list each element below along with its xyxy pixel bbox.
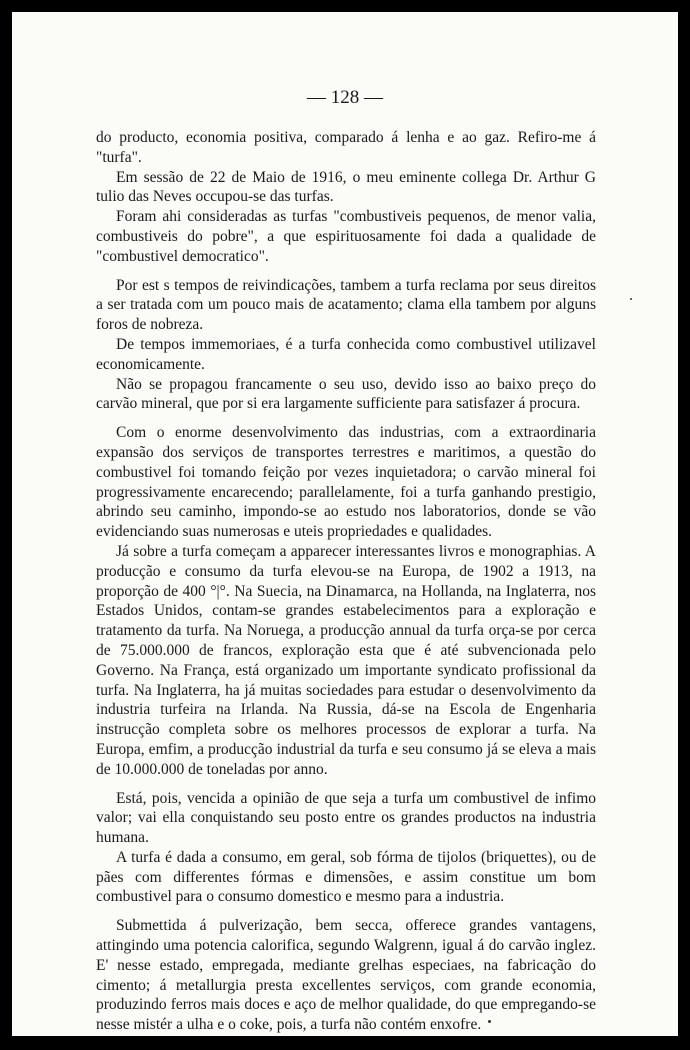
paragraph: Não se propagou francamente o seu uso, devido isso ao baixo preço do carvão mineral, que por si era largamente sufficiente para satisfazer á procura. (96, 375, 596, 413)
paragraph: A turfa é dada a consumo, em geral, sob fórma de tijolos (briquettes), ou de pães com differentes fórmas e dimensões, e assim constitue um bom combustivel para o consumo domestico e mesmo para a industria. (96, 848, 596, 906)
paragraph: Por est s tempos de reivindicações, tambem a turfa reclama por seus direitos a ser tratada com um pouco mais de acatamento; clama ella tambem por alguns foros de nobreza. (96, 276, 596, 334)
paragraph: Em sessão de 22 de Maio de 1916, o meu eminente collega Dr. Arthur G tulio das Neves occupou-se das turfas. (96, 168, 596, 206)
paragraph: Já sobre a turfa começam a apparecer interessantes livros e monographias. A producção e consumo da turfa elevou-se na Europa, de 1902 a 1913, na proporção de 400 °|°. Na Suecia, na Dinamarca, na Hollanda, na Inglaterra, nos Estados Unidos, contam-se grandes estabelecimentos para a exploração e tratamento da turfa. Na Noruega, a producção annual da turfa orça-se por cerca de 75.000.000 de francos, exploração esta que é até subvencionada pelo Governo. Na França, está organizado um importante syndicato profissional da turfa. Na Inglaterra, ha já muitas sociedades para estudar o desenvolvimento da industria turfeira na Irlanda. Na Russia, dá-se na Escola de Engenharia instrucção completa sobre os melhores processos de explorar a turfa. Na Europa, emfim, a producção industrial da turfa e seu consumo já se eleva a mais de 10.000.000 de toneladas por anno. (96, 542, 596, 778)
body-text (96, 128, 596, 1035)
page-number: — 128 — (307, 87, 383, 108)
paragraph: Foram ahi consideradas as turfas "combustiveis pequenos, de menor valia, combustiveis do pobre", a que espirituosamente foi dada a qualidade de "combustivel democratico". (96, 208, 596, 265)
paragraph: Com o enorme desenvolvimento das industrias, com a extraordinaria expansão dos serviços de transportes terrestres e maritimos, a questão do combustivel foi tomando feição por vezes inquietadora; o carvão mineral foi progressivamente encarecendo; parallelamente, foi a turfa ganhando prestigio, abrindo seu caminho, impondo-se ao estudo nos laboratorios, donde se vão evidenciando suas numerosas e uteis propriedades e qualidades. (96, 424, 596, 541)
paper-speck (630, 298, 632, 300)
document-page (12, 12, 678, 1036)
paper-speck (488, 1020, 491, 1023)
paragraph: Submettida á pulverização, bem secca, offerece grandes vantagens, attingindo uma potencia calorifica, segundo Walgrenn, igual á do carvão inglez. E' nesse estado, empregada, mediante grelhas especiaes, na fabricação do cimento; á metallurgia presta excellentes serviços, com grande economia, produzindo ferros mais doces e aço de melhor qualidade, do que empregando-se nesse mistér a ulha e o coke, pois, a turfa não contém enxofre. (96, 917, 596, 1034)
paragraph: De tempos immemoriaes, é a turfa conhecida como combustivel utilizavel economicamente. (96, 335, 596, 373)
paragraph: do producto, economia positiva, comparado á lenha e ao gaz. Refiro-me á "turfa". (96, 129, 596, 166)
paragraph: Está, pois, vencida a opinião de que seja a turfa um combustivel de infimo valor; vai ella conquistando seu posto entre os grandes productos na industria humana. (96, 789, 596, 847)
